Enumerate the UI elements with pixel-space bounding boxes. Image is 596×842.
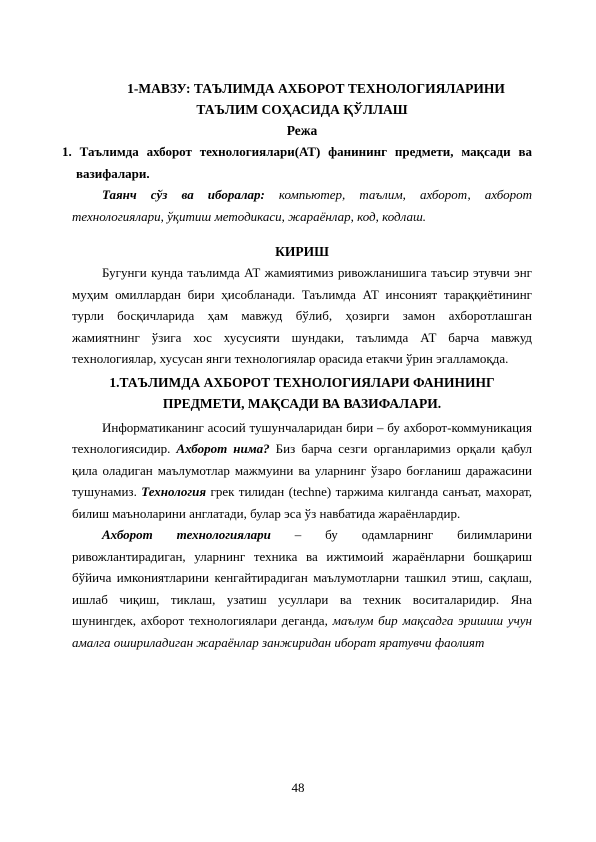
intro-paragraph: Бугунги кунда таълимда АТ жамиятимиз ривожланишига таъсир этувчи энг муҳим омиллардан бири ҳисобланади. Таълимда АТ инсоният тараққиётининг турли босқичларида ҳам мавжуд бўлиб, ҳозирги замон ахборотлашган жамиятнинг ўзига хос хусусияти шундаки, таълимда АТ барча мавжуд технологиялар, хусусан янги технологиялар орасида етакчи ўрин эгалламоқда.: [72, 265, 532, 366]
section1-paragraph-1: [72, 417, 532, 525]
keywords-label: Таянч сўз ва иборалар:: [102, 187, 265, 202]
plan-label: Режа: [286, 123, 318, 138]
p1-term: Технология: [141, 484, 207, 499]
p2-text-a: – бу одамларнинг билимларини ривожлантирадиган, уларнинг техника ва ижтимоий жараёнларни бошқариш бўйича имкониятларини кенгайтирадиган маълумотларни ташкил этиш, сақлаш, ишлаб чиқиш, тиклаш, узатиш усуллари ва техник воситаларидир. Яна шунингдек, ахборот технологиялари деганда,: [72, 527, 532, 628]
p2-italic-definition: маълум бир мақсадга эришиш учун амалга ошириладиган жараёнлар занжиридан иборат яратувчи фаолият: [72, 613, 532, 650]
topic-title-line2: ТАЪЛИМ СОҲАСИДА ҚЎЛЛАШ: [196, 102, 408, 117]
topic-title-line1: 1-МАВЗУ: ТАЪЛИМДА АХБОРОТ ТЕХНОЛОГИЯЛАРИНИ: [127, 81, 505, 96]
document-page: [62, 78, 532, 653]
section1-paragraph-2: [72, 524, 532, 653]
section1-heading-line2: ПРЕДМЕТИ, МАҚСАДИ ВА ВАЗИФАЛАРИ.: [162, 395, 442, 411]
section1-heading-line1: 1.ТАЪЛИМДА АХБОРОТ ТЕХНОЛОГИЯЛАРИ ФАНИНИНГ: [109, 374, 495, 390]
p1-text-a: Информатиканинг асосий тушунчаларидан бири – бу ахборот-коммуникация технологиясидир.: [72, 419, 532, 456]
intro-heading: КИРИШ: [275, 244, 329, 259]
p1-text-c: грек тилидан (techne) таржима килганда санъат, махорат, билиш маъноларини англатади, булар эса ўз навбатида жараёнлардир.: [72, 484, 532, 521]
p1-text-b: Биз барча сезги органларимиз орқали қабул қила оладиган маълумотлар мажмуини ва уларнинг ўзаро боғланиш даражасини тушунамиз.: [72, 441, 532, 499]
keywords-text: компьютер, таълим, ахборот, ахборот технологиялари, ўқитиш методикаси, жараёнлар, код, кодлаш.: [72, 187, 532, 224]
keywords-paragraph: [72, 184, 532, 227]
p1-question: Ахборот нима?: [176, 441, 270, 456]
p2-term: Ахборот технологиялари: [102, 527, 271, 542]
plan-item-1: 1. Таълимда ахборот технологиялари(АТ) фанининг предмети, мақсади ва вазифалари.: [62, 144, 532, 181]
page-number: 48: [291, 780, 305, 795]
